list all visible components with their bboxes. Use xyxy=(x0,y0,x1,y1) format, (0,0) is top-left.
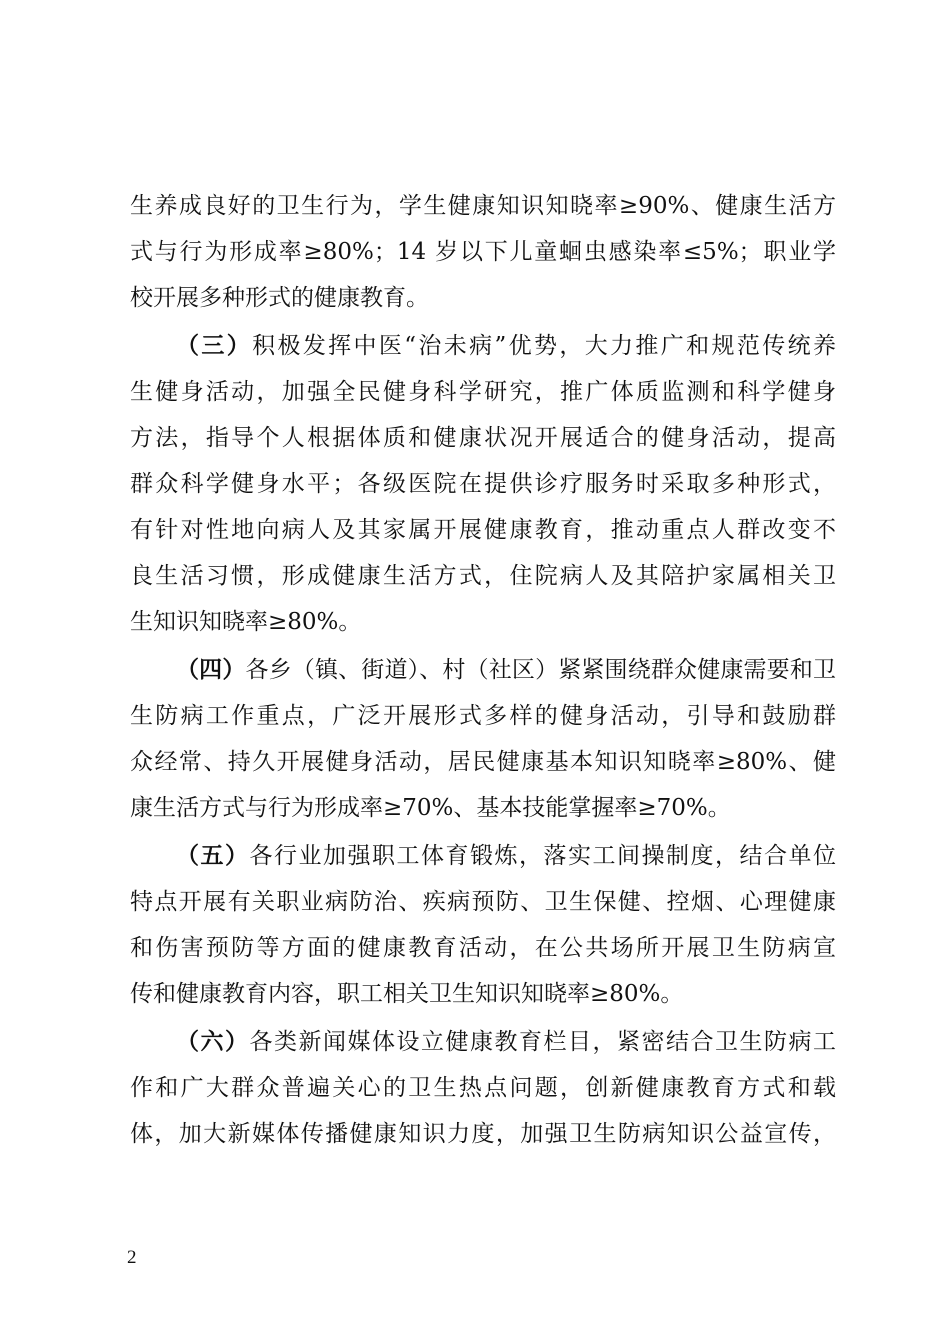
text-line: 有针对性地向病人及其家属开展健康教育，推动重点人群改变不 xyxy=(130,517,836,543)
text-line: 生养成良好的卫生行为，学生健康知识知晓率≥90%、健康生活方 xyxy=(130,193,836,219)
paragraph-label: （六） xyxy=(176,1028,250,1055)
text-line: 群众科学健身水平；各级医院在提供诊疗服务时采取多种形式， xyxy=(130,471,836,497)
text-line-content: 各乡（镇、街道）、村（社区）紧紧围绕群众健康需要和卫 xyxy=(245,657,837,683)
text-line xyxy=(130,833,836,879)
text-line-content: 各行业加强职工体育锻炼，落实工间操制度，结合单位 xyxy=(249,843,836,869)
paragraph-label: （五） xyxy=(176,842,250,869)
text-line: 式与行为形成率≥80%；14 岁以下儿童蛔虫感染率≤5%；职业学 xyxy=(130,239,836,265)
text-line xyxy=(130,647,836,693)
text-line: 作和广大群众普遍关心的卫生热点问题，创新健康教育方式和载 xyxy=(130,1075,836,1101)
text-line: 生健身活动，加强全民健身科学研究，推广体质监测和科学健身 xyxy=(130,379,836,405)
paragraph-label: （三） xyxy=(176,332,253,359)
text-line: 良生活习惯，形成健康生活方式，住院病人及其陪护家属相关卫 xyxy=(130,563,836,589)
text-line: 体，加大新媒体传播健康知识力度，加强卫生防病知识公益宣传， xyxy=(130,1121,836,1147)
text-line: 方法，指导个人根据体质和健康状况开展适合的健身活动，提高 xyxy=(130,425,836,451)
text-line: 特点开展有关职业病防治、疾病预防、卫生保健、控烟、心理健康 xyxy=(130,889,836,915)
paragraph-6 xyxy=(130,1019,836,1157)
page-number: 2 xyxy=(127,1247,137,1268)
text-line: 康生活方式与行为形成率≥70%、基本技能掌握率≥70%。 xyxy=(130,795,731,821)
text-line-content: 各类新闻媒体设立健康教育栏目，紧密结合卫生防病工 xyxy=(249,1029,836,1055)
text-line: 和伤害预防等方面的健康教育活动，在公共场所开展卫生防病宣 xyxy=(130,935,836,961)
paragraph-4 xyxy=(130,647,836,831)
paragraph-label: （四） xyxy=(176,656,246,683)
paragraph-3 xyxy=(130,323,836,645)
text-line xyxy=(130,323,836,369)
text-line-content: 积极发挥中医“治未病”优势，大力推广和规范传统养 xyxy=(252,333,836,359)
text-line xyxy=(130,1019,836,1065)
body-text xyxy=(130,183,836,1157)
text-line: 传和健康教育内容，职工相关卫生知识知晓率≥80%。 xyxy=(130,981,684,1007)
paragraph-5 xyxy=(130,833,836,1017)
text-line: 生知识知晓率≥80%。 xyxy=(130,609,362,635)
paragraph-continuation xyxy=(130,183,836,321)
text-line: 生防病工作重点，广泛开展形式多样的健身活动，引导和鼓励群 xyxy=(130,703,836,729)
text-line: 校开展多种形式的健康教育。 xyxy=(130,285,429,311)
text-line: 众经常、持久开展健身活动，居民健康基本知识知晓率≥80%、健 xyxy=(130,749,836,775)
